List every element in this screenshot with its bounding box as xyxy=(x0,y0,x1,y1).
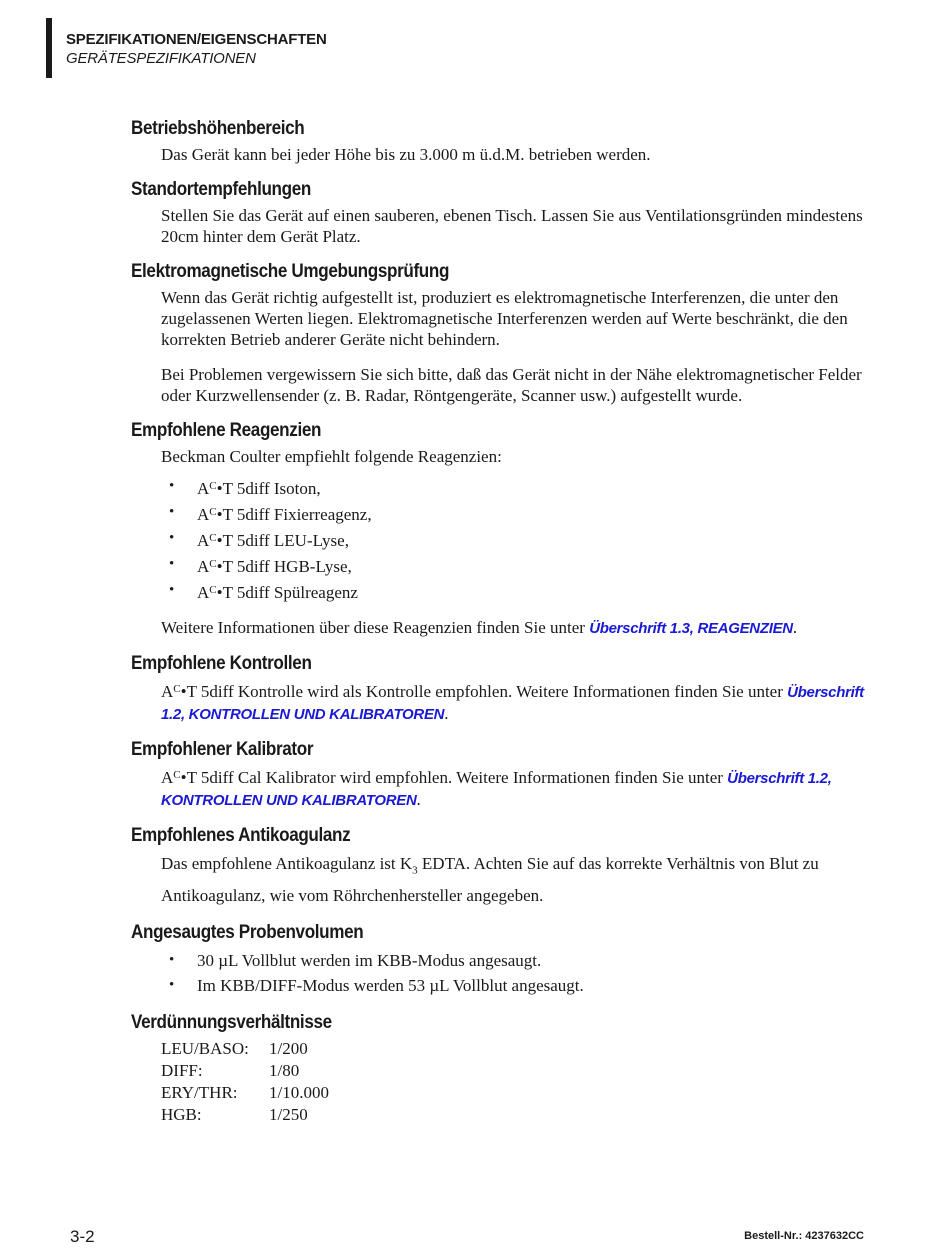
heading-reagents: Empfohlene Reagenzien xyxy=(131,420,322,441)
paragraph-controls: $A^C•T$ 5diff Kontrolle wird als Kontrolle empfohlen. Weitere Informationen finden Sie unter Überschrift 1.2, KONTROLLEN UND KALIBRATOREN. xyxy=(161,682,864,723)
paragraph-location: Stellen Sie das Gerät auf einen sauberen, ebenen Tisch. Lassen Sie aus Ventilationsgründen mindestens 20cm hinter dem Gerät Platz. xyxy=(161,206,863,246)
brand-act: $A^C•T$ xyxy=(161,768,197,787)
section-sample-volume xyxy=(131,922,871,998)
list-item: • $A^C•T$ 5diff LEU-Lyse, xyxy=(161,525,871,551)
paragraph-altitude: Das Gerät kann bei jeder Höhe bis zu 3.000 m ü.d.M. betrieben werden. xyxy=(161,145,651,164)
order-number: Bestell-Nr.: 4237632CC xyxy=(744,1230,864,1242)
section-altitude xyxy=(131,118,871,165)
heading-emc: Elektromagnetische Umgebungsprüfung xyxy=(131,261,450,282)
list-item: • $A^C•T$ 5diff Fixierreagenz, xyxy=(161,499,871,525)
section-location xyxy=(131,179,871,247)
section-reagents xyxy=(131,420,871,639)
list-item: • Im KBB/DIFF-Modus werden 53 µL Vollblut angesaugt. xyxy=(161,973,871,998)
section-dilution xyxy=(131,1012,871,1126)
paragraph-emc-1: Wenn das Gerät richtig aufgestellt ist, produziert es elektromagnetische Interferenzen, die unter den zugelassenen Werten liegen. Elektromagnetische Interferenzen werden auf Werte beschränkt, die den korrekten Betrieb anderer Geräte nicht behindern. xyxy=(161,288,848,349)
paragraph-anticoagulant: Das empfohlene Antikoagulanz ist $K_3$ EDTA. Achten Sie auf das korrekte Verhältnis von Blut zu Antikoagulanz, wie vom Röhrchenhersteller angegeben. xyxy=(161,854,819,906)
header-rule xyxy=(46,18,52,78)
link-controls-calibrators[interactable]: Überschrift 1.2, KONTROLLEN UND KALIBRATOREN xyxy=(161,684,864,723)
link-calibrators[interactable]: Überschrift 1.2, KONTROLLEN UND KALIBRATOREN xyxy=(161,770,832,809)
section-controls xyxy=(131,653,871,725)
list-item: • $A^C•T$ 5diff Spülreagenz xyxy=(161,577,871,603)
paragraph-calibrator: $A^C•T$ 5diff Cal Kalibrator wird empfohlen. Weitere Informationen finden Sie unter Überschrift 1.2, KONTROLLEN UND KALIBRATOREN. xyxy=(161,768,832,809)
paragraph-reagents-intro: Beckman Coulter empfiehlt folgende Reagenzien: xyxy=(161,447,502,466)
bullet-icon: • xyxy=(169,582,175,598)
heading-location: Standortempfehlungen xyxy=(131,179,311,200)
bullet-icon: • xyxy=(169,478,175,494)
reagent-list xyxy=(161,473,871,603)
section-anticoagulant xyxy=(131,825,871,908)
table-row: LEU/BASO: 1/200 xyxy=(161,1039,308,1059)
brand-act: $A^C•T$ xyxy=(161,682,197,701)
list-item: • $A^C•T$ 5diff HGB-Lyse, xyxy=(161,551,871,577)
section-emc xyxy=(131,261,871,406)
page-number: 3-2 xyxy=(70,1227,95,1246)
brand-act: $A^C•T$ xyxy=(197,531,233,550)
sample-volume-list xyxy=(161,948,871,998)
heading-sample-volume: Angesaugtes Probenvolumen xyxy=(131,922,364,944)
bullet-icon: • xyxy=(169,977,175,994)
table-row: DIFF: 1/80 xyxy=(161,1061,300,1081)
heading-calibrator: Empfohlener Kalibrator xyxy=(131,739,314,760)
table-row: HGB: 1/250 xyxy=(161,1105,308,1125)
section-title: GERÄTESPEZIFIKATIONEN xyxy=(66,50,256,67)
bullet-icon: • xyxy=(169,952,175,969)
list-item: • 30 µL Vollblut werden im KBB-Modus angesaugt. xyxy=(161,948,871,973)
chapter-title: SPEZIFIKATIONEN/EIGENSCHAFTEN xyxy=(66,31,327,48)
link-reagents[interactable]: Überschrift 1.3, REAGENZIEN xyxy=(589,620,793,637)
dilution-table xyxy=(161,1038,871,1126)
bullet-icon: • xyxy=(169,556,175,572)
bullet-icon: • xyxy=(169,530,175,546)
paragraph-emc-2: Bei Problemen vergewissern Sie sich bitte, daß das Gerät nicht in der Nähe elektromagnetischer Felder oder Kurzwellensender (z. B. Radar, Röntgengeräte, Scanner usw.) aufgestellt wurde. xyxy=(161,365,862,405)
brand-act: $A^C•T$ xyxy=(197,505,233,524)
brand-act: $A^C•T$ xyxy=(197,557,233,576)
heading-anticoagulant: Empfohlenes Antikoagulanz xyxy=(131,825,351,846)
heading-altitude: Betriebshöhenbereich xyxy=(131,118,305,139)
heading-controls: Empfohlene Kontrollen xyxy=(131,653,312,674)
list-item: • $A^C•T$ 5diff Isoton, xyxy=(161,473,871,499)
page-content xyxy=(131,118,871,1140)
section-calibrator xyxy=(131,739,871,811)
paragraph-reagents-more: Weitere Informationen über diese Reagenzien finden Sie unter Überschrift 1.3, REAGENZIEN. xyxy=(161,618,798,637)
brand-act: $A^C•T$ xyxy=(197,479,233,498)
bullet-icon: • xyxy=(169,504,175,520)
heading-dilution: Verdünnungsverhältnisse xyxy=(131,1012,332,1034)
table-row: ERY/THR: 1/10.000 xyxy=(161,1083,329,1103)
brand-act: $A^C•T$ xyxy=(197,583,233,602)
